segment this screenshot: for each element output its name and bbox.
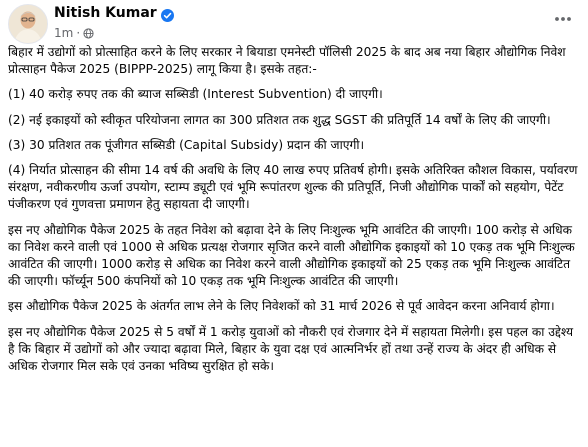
verified-badge-icon xyxy=(161,7,174,20)
post-paragraph: इस नए औद्योगिक पैकेज 2025 से 5 वर्षों में 1 करोड़ युवाओं को नौकरी एवं रोजगार देने में सहायता मिलेगी। इस पहल का उद्देश्य है कि बिहार में उद्योगों को और ज्यादा बढ़ावा मिले, बिहार के युवा दक्ष एवं आत्मनिर्भर हों तथा उन्हें राज्य के अंदर ही अधिक से अधिक रोजगार मिल सके एवं उनका भविष्य सुरक्षित हो सके। xyxy=(8,324,574,374)
post-text xyxy=(8,44,582,381)
post-meta xyxy=(54,26,94,40)
post-paragraph: (1) 40 करोड़ रुपए तक की ब्याज सब्सिडी (Interest Subvention) दी जाएगी। xyxy=(8,87,383,102)
post-paragraph: इस नए औद्योगिक पैकेज 2025 के तहत निवेश को बढ़ावा देने के लिए निःशुल्क भूमि आवंटित की जाएगी। 100 करोड़ से अधिक का निवेश करने वाली एवं 1000 से अधिक प्रत्यक्ष रोजगार सृजित करने वाली औद्योगिक इकाइयों को 10 एकड़ तक भूमि निःशुल्क आवंटित की जाएगी। 1000 करोड़ से अधिक का निवेश करने वाली औद्योगिक इकाइयों को 25 एकड़ तक भूमि निःशुल्क आवंटित की जाएगी। फॉर्च्यून 500 कंपनियों को 10 एकड़ तक भूमि निःशुल्क आवंटित की जाएगी। xyxy=(8,222,575,289)
author-row xyxy=(54,5,174,21)
author-name[interactable]: Nitish Kumar xyxy=(54,5,157,21)
post-paragraph: (3) 30 प्रतिशत तक पूंजीगत सब्सिडी (Capital Subsidy) प्रदान की जाएगी। xyxy=(8,137,365,152)
meta-separator: · xyxy=(76,26,81,40)
post-paragraph: बिहार में उद्योगों को प्रोत्साहित करने के लिए सरकार ने बियाडा एमनेस्टी पॉलिसी 2025 के बाद अब नया बिहार औद्योगिक निवेश प्रोत्साहन पैकेज 2025 (BIPPP-2025) लागू किया है। इसके तहत:- xyxy=(8,45,566,77)
avatar[interactable] xyxy=(8,4,48,44)
more-options-icon[interactable] xyxy=(550,8,576,30)
post-header xyxy=(8,4,578,44)
post-paragraph: इस औद्योगिक पैकेज 2025 के अंतर्गत लाभ लेने के लिए निवेशकों को 31 मार्च 2026 से पूर्व आवेदन करना अनिवार्य होगा। xyxy=(8,299,555,314)
post-timestamp[interactable]: 1m xyxy=(54,26,74,40)
profile-photo-icon xyxy=(9,5,47,43)
post-paragraph: (4) निर्यात प्रोत्साहन की सीमा 14 वर्ष की अवधि के लिए 40 लाख रुपए प्रतिवर्ष होगी। इसके अतिरिक्त कौशल विकास, पर्यावरण संरक्षण, नवीकरणीय ऊर्जा उपयोग, स्टाम्प ड्यूटी एवं भूमि रूपांतरण शुल्क की प्रतिपूर्ति, निजी औद्योगिक पार्कों को सहयोग, पेटेंट पंजीकरण एवं गुणवत्ता प्रमाणन हेतु सहायता दी जाएगी। xyxy=(8,163,578,212)
globe-icon[interactable] xyxy=(83,28,94,39)
post-paragraph: (2) नई इकाइयों को स्वीकृत परियोजना लागत का 300 प्रतिशत तक शुद्ध SGST की प्रतिपूर्ति 14 वर्षों के लिए की जाएगी। xyxy=(8,112,551,127)
